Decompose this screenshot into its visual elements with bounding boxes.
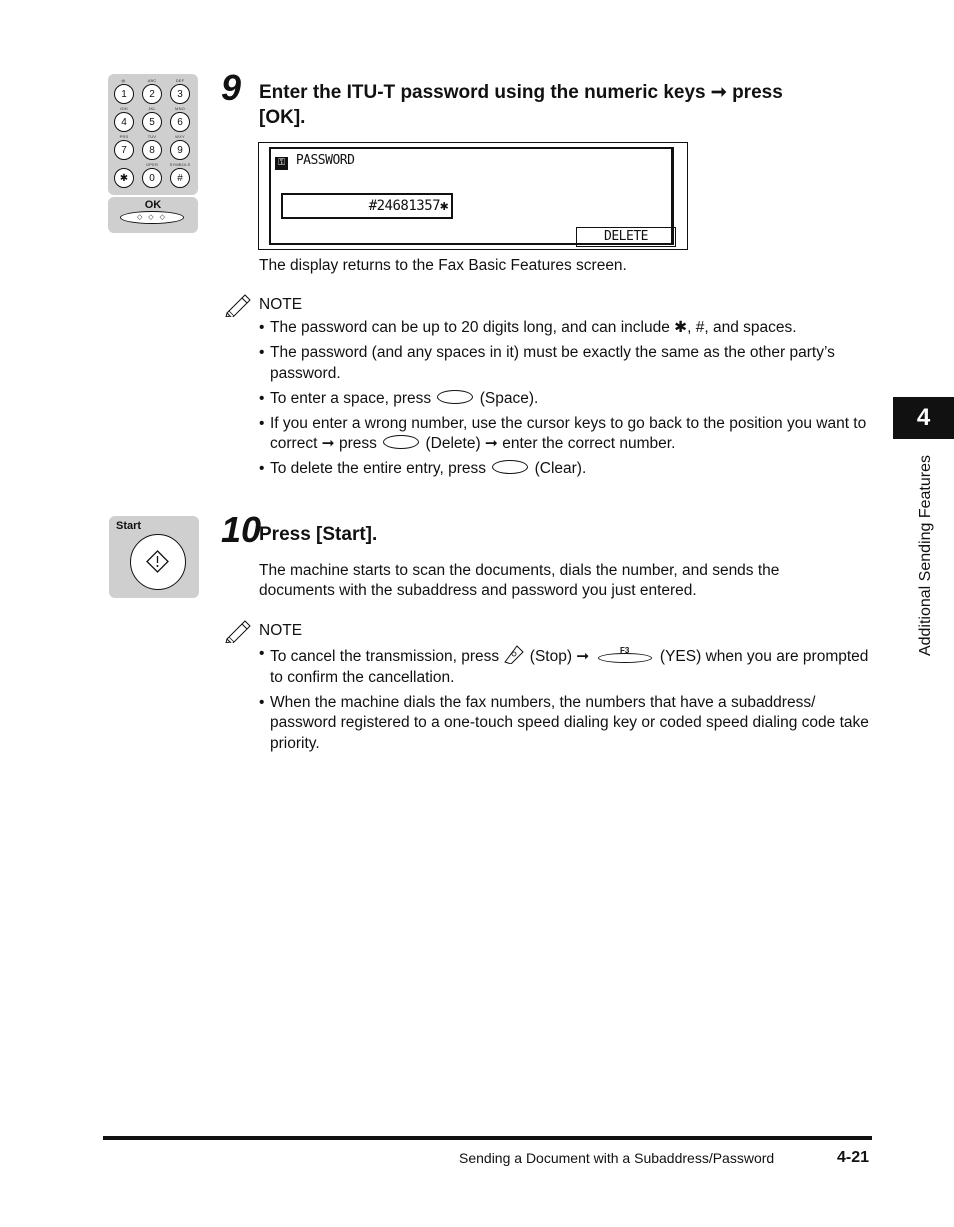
- delete-key-icon: [383, 435, 419, 449]
- keypad-key-5: 6: [170, 112, 190, 132]
- stop-key-icon: [503, 644, 525, 664]
- keypad-key-7: 8: [142, 140, 162, 160]
- step-9-title: [259, 80, 859, 130]
- step-10-title: Press [Start].: [259, 524, 378, 545]
- keypad-key-6: 7: [114, 140, 134, 160]
- keypad-key-letters: SYMBOLS: [169, 162, 191, 167]
- step-9-notes: [259, 318, 879, 484]
- keypad-key-8: 9: [170, 140, 190, 160]
- keypad-key-3: 4: [114, 112, 134, 132]
- footer-rule: [103, 1136, 872, 1140]
- step-9-result: The display returns to the Fax Basic Features screen.: [259, 257, 627, 274]
- keypad-key-letters: PRS: [119, 134, 129, 139]
- step-9-title-line2: [OK].: [259, 107, 306, 128]
- step-10-notes: [259, 644, 874, 759]
- lcd-key-icon: ⚿: [275, 157, 288, 170]
- step-10-body: The machine starts to scan the documents, dials the number, and sends the documents with the subaddress and password you just entered.: [259, 562, 780, 599]
- note-item: • To delete the entire entry, press (Clear).: [259, 459, 879, 480]
- step-9-number: 9: [221, 67, 242, 108]
- lcd-screen-password: [258, 142, 688, 250]
- keypad-key-4: 5: [142, 112, 162, 132]
- note-pencil-icon: [224, 619, 252, 648]
- chapter-title-vertical: Additional Sending Features: [917, 455, 934, 657]
- start-key-icon: [130, 534, 186, 590]
- keypad-key-10: 0: [142, 168, 162, 188]
- start-key-illustration: [109, 516, 199, 598]
- numeric-keypad-illustration: [108, 74, 198, 195]
- keypad-key-11: #: [170, 168, 190, 188]
- note-item: • If you enter a wrong number, use the cursor keys to go back to the position you want to correct ➞ press (Delete) ➞ enter the correct number.: [259, 414, 879, 455]
- page-number: 4-21: [837, 1149, 870, 1166]
- note-label: NOTE: [259, 296, 303, 313]
- lcd-screen-frame: [269, 147, 674, 245]
- keypad-key-letters: TUV: [147, 134, 157, 139]
- note-pencil-icon: [224, 293, 252, 322]
- keypad-key-letters: WXY: [175, 134, 185, 139]
- keypad-key-letters: MNO: [175, 106, 185, 111]
- note-item: • To cancel the transmission, press (Stop) ➞ F3 (YES) when you are prompted to confirm the cancellation.: [259, 644, 874, 688]
- keypad-key-letters: @.: [121, 78, 127, 83]
- chapter-tab: 4: [893, 397, 954, 439]
- ok-key-icon: ◇ ◇ ◇: [120, 211, 184, 224]
- step-9-title-line1: Enter the ITU-T password using the numeric keys ➞ press: [259, 82, 783, 103]
- lcd-password-value: #24681357✱: [368, 198, 448, 214]
- note-label: NOTE: [259, 622, 303, 639]
- clear-key-icon: [492, 460, 528, 474]
- lcd-title-text: PASSWORD: [295, 153, 355, 168]
- keypad-key-letters: OPER: [145, 162, 159, 167]
- keypad-key-letters: GHI: [120, 106, 128, 111]
- space-key-icon: [437, 390, 473, 404]
- keypad-key-letters: DEF: [175, 78, 185, 83]
- lcd-password-title: [275, 153, 354, 170]
- note-item: • The password can be up to 20 digits long, and can include ✱, #, and spaces.: [259, 318, 879, 339]
- note-item: • When the machine dials the fax numbers, the numbers that have a subaddress/ password registered to a one-touch speed dialing key or coded speed dialing code take priority.: [259, 693, 874, 755]
- keypad-key-letters: ABC: [147, 78, 157, 83]
- ok-key-label: OK: [144, 199, 162, 211]
- start-key-label: Start: [116, 520, 142, 532]
- note-item: • The password (and any spaces in it) must be exactly the same as the other party’s password.: [259, 343, 879, 384]
- footer-section-title: Sending a Document with a Subaddress/Password: [459, 1150, 775, 1166]
- keypad-key-1: 2: [142, 84, 162, 104]
- keypad-key-0: 1: [114, 84, 134, 104]
- note-item: • To enter a space, press (Space).: [259, 389, 879, 410]
- keypad-key-9: ✱: [114, 168, 134, 188]
- lcd-password-field: [281, 193, 453, 219]
- lcd-delete-button: DELETE: [576, 227, 676, 247]
- keypad-key-2: 3: [170, 84, 190, 104]
- keypad-key-letters: JKL: [148, 106, 156, 111]
- ok-key-illustration: [108, 197, 198, 233]
- f3-key-icon: F3: [598, 649, 652, 663]
- step-10-number: 10: [221, 509, 262, 550]
